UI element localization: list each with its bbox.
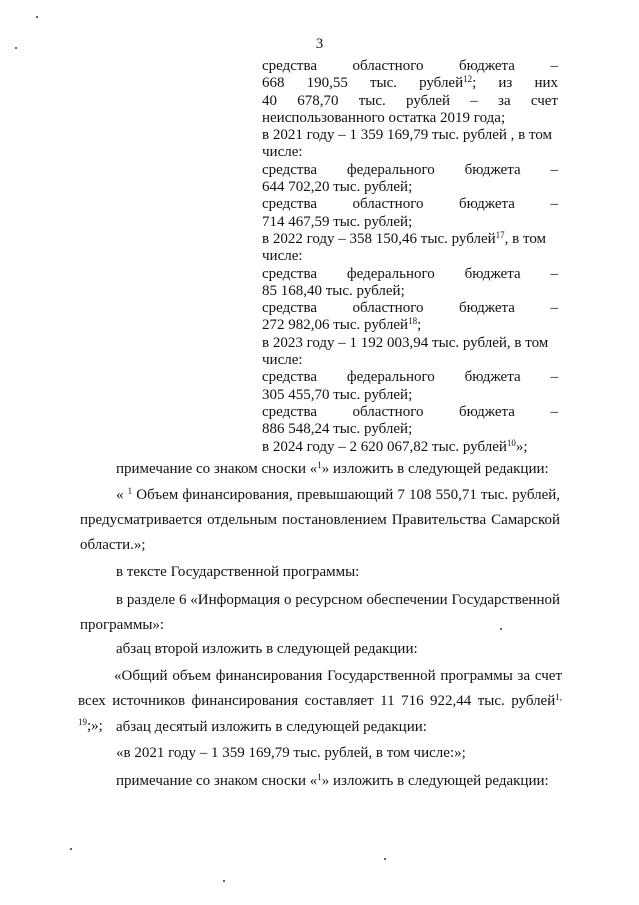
- column-line: в 2021 году – 1 359 169,79 тыс. рублей , в том: [262, 127, 553, 144]
- scan-speck: [70, 848, 72, 850]
- paragraph-second-abzac: абзац второй изложить в следующей редакции:: [116, 641, 418, 657]
- scan-speck: [15, 47, 17, 49]
- page-number: 3: [315, 36, 324, 52]
- scan-speck: [36, 16, 38, 18]
- paragraph-total-financing: «Общий объем финансирования Государственной программы за счет всех источников финансирования составляет 11 716 922,44 тыс. рублей$^{1, 19}$;»;: [78, 668, 562, 734]
- financing-column: [262, 58, 558, 456]
- column-line: средства федерального бюджета –: [262, 265, 558, 282]
- column-line: средства областного бюджета –: [262, 58, 558, 74]
- column-line: в 2024 году – 2 620 067,82 тыс. рублей$^{10}$»;: [262, 437, 528, 455]
- column-line: неиспользованного остатка 2019 года;: [262, 109, 506, 126]
- column-line: 886 548,24 тыс. рублей;: [262, 421, 413, 438]
- column-line: средства областного бюджета –: [262, 403, 558, 420]
- column-line: 40 678,70 тыс. рублей – за счет: [262, 92, 558, 109]
- column-line: 85 168,40 тыс. рублей;: [262, 282, 405, 299]
- column-line: 305 455,70 тыс. рублей;: [262, 386, 413, 403]
- column-line: в 2022 году – 358 150,46 тыс. рублей$^{17}$, в том: [262, 229, 547, 247]
- column-line: средства федерального бюджета –: [262, 161, 558, 178]
- paragraph-footnote-text: « $^1$ Объем финансирования, превышающий 7 108 550,71 тыс. рублей, предусматривается отдельным постановлением Правительства Самарской области.»;: [80, 486, 561, 553]
- paragraph-tenth-abzac: абзац десятый изложить в следующей редакции:: [116, 719, 427, 735]
- paragraph-program-text: в тексте Государственной программы:: [116, 564, 360, 580]
- column-line: средства областного бюджета –: [262, 196, 558, 213]
- column-line: числе:: [262, 248, 303, 265]
- paragraph-2021-quote: «в 2021 году – 1 359 169,79 тыс. рублей, в том числе:»;: [116, 745, 466, 761]
- column-line: 644 702,20 тыс. рублей;: [262, 179, 413, 196]
- column-line: 272 982,06 тыс. рублей$^{18}$;: [262, 316, 422, 334]
- column-line: 668 190,55 тыс. рублей$^{12}$; из них: [262, 74, 558, 92]
- scan-speck: [500, 628, 502, 630]
- column-line: числе:: [262, 352, 303, 369]
- column-line: средства областного бюджета –: [262, 300, 558, 317]
- scan-speck: [223, 880, 225, 882]
- column-line: средства федерального бюджета –: [262, 369, 558, 386]
- paragraph-footnote-note: примечание со знаком сноски «$^1$» изложить в следующей редакции:: [116, 460, 549, 477]
- scan-speck: [384, 858, 386, 860]
- column-line: 714 467,59 тыс. рублей;: [262, 213, 413, 230]
- column-line: числе:: [262, 144, 303, 161]
- paragraph-section-6: в разделе 6 «Информация о ресурсном обеспечении Государственной программы»:: [80, 592, 560, 633]
- paragraph-footnote-note-2: примечание со знаком сноски «$^1$» изложить в следующей редакции:: [116, 772, 549, 789]
- column-line: в 2023 году – 1 192 003,94 тыс. рублей, в том: [262, 334, 549, 351]
